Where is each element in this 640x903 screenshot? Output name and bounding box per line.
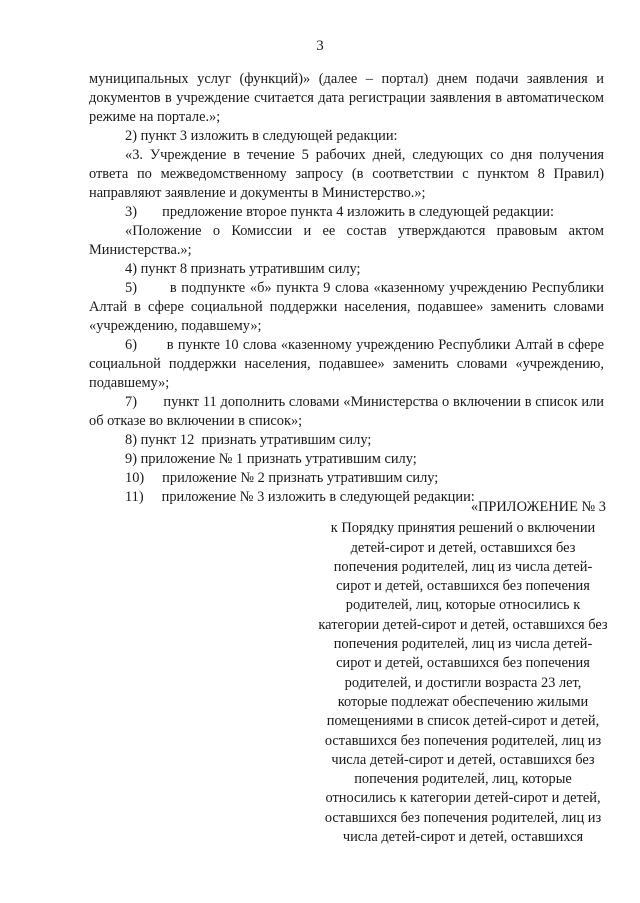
- item-3: 3) предложение второе пункта 4 изложить в следующей редакции:: [125, 204, 554, 220]
- appendix-block: [318, 498, 608, 847]
- item-4: 4) пункт 8 признать утратившим силу;: [125, 261, 361, 277]
- document-body: [89, 70, 608, 507]
- item-11: 11) приложение № 3 изложить в следующей редакции:: [125, 489, 475, 505]
- item-7: 7) пункт 11 дополнить словами «Министерства о включении в список или об отказе во включении в список»;: [89, 394, 608, 429]
- appendix-text: к Порядку принятия решений о включении детей-сирот и детей, оставшихся без попечения родителей, лиц из числа детей-сирот и детей, оставшихся без попечения родителей, лиц, которые относились к категории детей-сирот и детей, оставшихся без попечения родителей, лиц из числа детей-сирот и детей, оставшихся без попечения родителей, и достигли возраста 23 лет, которые подлежат обеспечению жилыми помещениями в список детей-сирот и детей, оставшихся без попечения родителей, лиц из числа детей-сирот и детей, оставшихся без попечения родителей, лиц, которые относились к категории детей-сирот и детей, оставшихся без попечения родителей, лиц из числа детей-сирот и детей, оставшихся: [318, 520, 608, 846]
- item-2: 2) пункт 3 изложить в следующей редакции:: [125, 128, 398, 144]
- page-number: 3: [316, 38, 324, 54]
- appendix-title: «ПРИЛОЖЕНИЕ № 3: [470, 499, 606, 515]
- item-6: 6) в пункте 10 слова «казенному учреждению Республики Алтай в сфере социальной поддержки населения, подавшее» заменить словами «учреждению, подавшему»;: [89, 337, 608, 391]
- item-9: 9) приложение № 1 признать утратившим силу;: [125, 451, 417, 467]
- paragraph-portal-date: муниципальных услуг (функций)» (далее – портал) днем подачи заявления и документов в учреждение считается дата регистрации заявления в автоматическом режиме на портале.»;: [89, 71, 604, 125]
- item-8: 8) пункт 12 признать утратившим силу;: [125, 432, 372, 448]
- paragraph-point-3-text: «3. Учреждение в течение 5 рабочих дней, следующих со дня получения ответа по межведомственному запросу (в соответствии с пунктом 8 Правил) направляют заявление и документы в Министерство.»;: [89, 147, 604, 201]
- item-5: 5) в подпункте «б» пункта 9 слова «казенному учреждению Республики Алтай в сфере социальной поддержки населения, подавшее» заменить словами «учреждению, подавшему»;: [89, 280, 608, 334]
- paragraph-commission: «Положение о Комиссии и ее состав утверждаются правовым актом Министерства.»;: [89, 223, 604, 258]
- item-10: 10) приложение № 2 признать утратившим силу;: [125, 470, 439, 486]
